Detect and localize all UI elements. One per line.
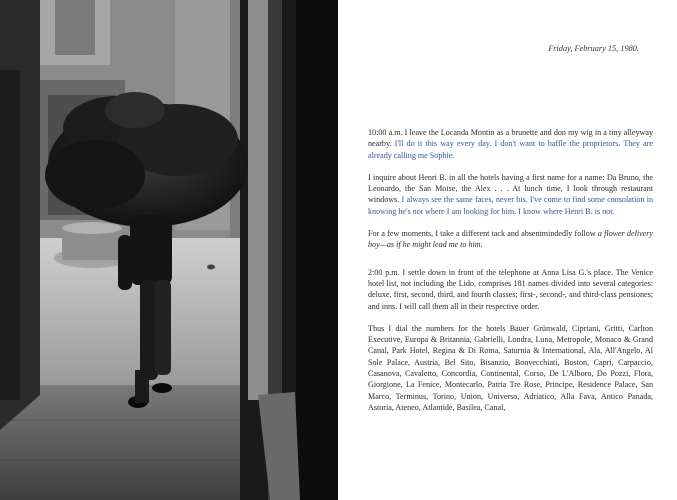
flower-carrier-photo <box>0 0 338 500</box>
paragraph <box>368 228 653 251</box>
text-segment: Thus I dial the numbers for the hotels Bauer Grünwald, Cipriani, Gritti, Carlton Executive, Europa & Britannia, Gabrielli, Londra, Luna, Metropole, Monaco & Grand Canal, Park Hotel, Regina & Di Roma, Saturnia & International, Ala, All'Angelo, Al Sole Palace, Austria, Bel Sito, Bisanzio, Bonvecchiati, Boston, Capri, Carpaccio, Casanova, Cavaletto, Concordia, Continental, Corso, De L'Alboro, Do Pozzi, Flora, Giorgione, La Fenice, Montecarlo, Patria Tre Rose, Principe, Residence Palace, San Marco, Terminus, Torino, Union, Universo, Adriatico, Alla Fava, Antico Panada, Astoria, Ateneo, Atlantide, Basilea, Canal, <box>368 323 653 412</box>
text-segment: For a few moments, I take a different tack and absentmindedly follow <box>368 229 598 239</box>
text-segment: I inquire about Henri B. in all the hotels having a first name for a name: Da Bruno, the Leonardo, the San Moise, the Alex . . . At lunch time, I look through restaurant windows. <box>368 172 653 205</box>
text-page <box>338 0 677 500</box>
italic-segment: a flower delivery boy—as if he might lead me to him. <box>368 229 653 250</box>
text-segment: 10:00 a.m. I leave the Locanda Montin as a brunette and don my wig in a tiny alleyway nearby. <box>368 128 653 149</box>
photograph <box>0 0 338 500</box>
highlight-segment: I always see the same faces, never his. I've come to find some consolation in knowing he's not where I am looking for him. I know where Henri B. is not. <box>368 195 653 216</box>
paragraph <box>368 172 653 217</box>
paragraph <box>368 127 653 161</box>
journal-text <box>368 127 653 424</box>
entry-date: Friday, February 15, 1980. <box>548 44 639 53</box>
paragraph <box>368 267 653 312</box>
highlight-segment: I'll do it this way every day. I don't want to baffle the proprietors. They are already calling me Sophie. <box>368 139 654 160</box>
text-segment: 2:00 p.m. I settle down in front of the telephone at Anna Lisa G.'s place. The Venice hotel list, not including the Lido, comprises 181 names divided into several categories: deluxe, first, second, third, and fourth classes; first-, second-, and third-class pensiones; and inns. I will call them all in their respective order. <box>368 267 653 311</box>
paragraph <box>368 323 653 413</box>
